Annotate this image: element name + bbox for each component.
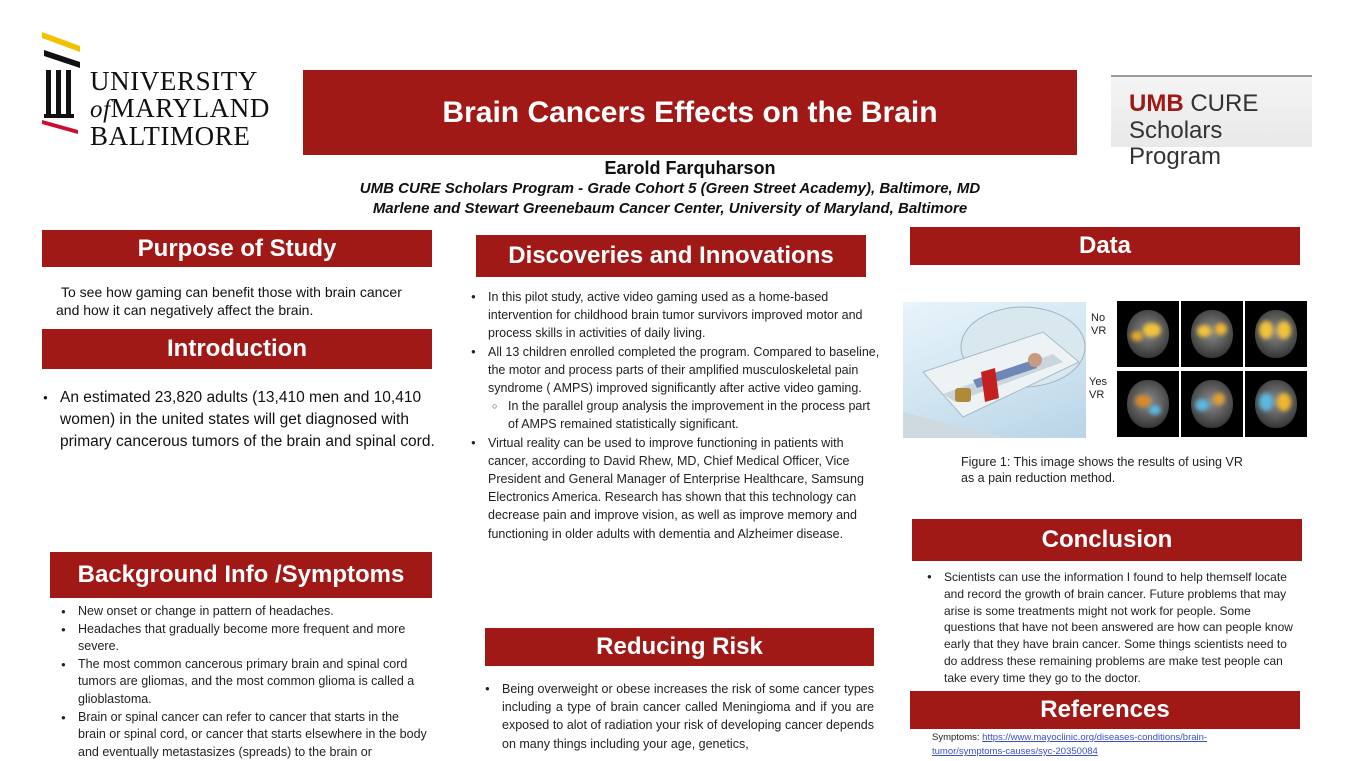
brain-scan-image [1245,371,1307,437]
brain-scan-image [1181,301,1243,367]
affiliation-2: Marlene and Stewart Greenebaum Cancer Center, University of Maryland, Baltimore [372,200,968,217]
umb-seal-icon [40,30,84,134]
figure-caption [961,454,1243,486]
conclusion-heading: Conclusion [912,519,1302,561]
references-text [932,731,1262,759]
cure-scholars-logo [1111,75,1312,170]
introduction-list [42,387,442,453]
sub-list-item: ○ In the parallel group analysis the improvement in the process part of AMPS remained statistically significant. [508,397,880,433]
label-yes-vr-text: VR [1089,389,1105,401]
author-name: Earold Farquharson [604,158,776,178]
data-heading: Data [910,227,1300,265]
list-item: ● The most common cancerous primary brain and spinal cord tumors are gliomas, and the most common glioma is called a glioblastoma. [78,656,430,709]
umb-line-1: UNIVERSITY [90,66,258,96]
figure-caption-line1: Figure 1: This image shows the results of using VR [961,455,1243,469]
references-heading: References [910,691,1300,729]
label-yes-vr [1089,376,1107,402]
introduction-heading: Introduction [42,329,432,369]
cure-logo-umb: UMB [1129,90,1184,117]
purpose-text: To see how gaming can benefit those with brain cancer and how it can negatively affect the brain. [56,284,402,318]
reference-label: Symptoms: [932,732,983,743]
label-no-vr [1091,312,1106,338]
brain-scan-image [1245,301,1307,367]
label-no-vr-text: VR [1091,325,1107,337]
list-item [488,343,880,434]
reference-link[interactable]: https://www.mayoclinic.org/diseases-conditions/brain-tumor/symptoms-causes/syc-20350084 [932,732,1208,757]
vr-patient-image [903,302,1086,438]
cure-logo-cure: CURE [1190,90,1259,117]
cure-logo-line2: Scholars Program [1129,117,1223,170]
list-item: ● Being overweight or obese increases the risk of some cancer types including a type of brain cancer called Meningioma and if you are exposed to alot of radiation your risk of developing cancer depends on many things including your age, genetics, [502,680,874,753]
label-no: No [1091,312,1106,324]
background-list [60,603,430,761]
figure-caption-line2: as a pain reduction method. [961,471,1116,485]
reducing-risk-list [484,680,874,753]
conclusion-list [926,569,1302,687]
poster-title: Brain Cancers Effects on the Brain [303,70,1077,155]
brain-scan-image [1117,371,1179,437]
discoveries-list [470,288,880,543]
umb-line-3: BALTIMORE [90,121,251,151]
reducing-risk-heading: Reducing Risk [485,628,874,666]
background-heading: Background Info /Symptoms [50,552,432,598]
list-item: ● Scientists can use the information I found to help themself locate and record the growth of brain cancer. Future problems that may arise is some treatments might not work for people. Some questions that have not been answered are how can people know early that they have brain cancer. Some things scientists need to do address these remaining problems are make test people can take every time they go to the doctor. [944,569,1302,687]
list-item: ● Brain or spinal cancer can refer to cancer that starts in the brain or spinal cord, or cancer that starts elsewhere in the body and eventually metastasizes (spreads) to the brain or [78,709,430,761]
cure-logo-line1 [1129,91,1258,117]
list-item: ● In this pilot study, active video gaming used as a home-based intervention for childhood brain tumor survivors improved motor and process skills in activities of daily living. [488,288,880,343]
umb-wordmark [90,68,270,150]
brain-scan-image [1181,371,1243,437]
umb-maryland: MARYLAND [110,93,270,123]
umb-of: of [90,96,111,123]
list-item: ● Headaches that gradually become more frequent and more severe. [78,621,430,656]
discoveries-heading: Discoveries and Innovations [476,235,866,277]
umb-line-2 [90,95,270,123]
list-item: ● Virtual reality can be used to improve functioning in patients with cancer, according to David Rhew, MD, Chief Medical Officer, Vice President and General Manager of Enterprise Healthcare, Samsung Electronics America. Research has shown that this technology can decrease pain and improve vision, as well as improve memory and functioning in older adults with dementia and Alzheimer disease. [488,434,880,543]
brain-scan-image [1117,301,1179,367]
list-item: ● An estimated 23,820 adults (13,410 men and 10,410 women) in the united states will get diagnosed with primary cancerous tumors of the brain and spinal cord. [60,387,442,453]
list-item: ● New onset or change in pattern of headaches. [78,603,430,621]
affiliation-1: UMB CURE Scholars Program - Grade Cohort 5 (Green Street Academy), Baltimore, MD [359,180,981,197]
purpose-heading: Purpose of Study [42,230,432,267]
label-yes: Yes [1089,376,1107,388]
list-item-text: All 13 children enrolled completed the program. Compared to baseline, the motor and process parts of their amplified musculoskeletal pain syndrome ( AMPS) improved significantly after active video gaming. [488,344,880,396]
scanner-illustration-icon [903,302,1086,438]
